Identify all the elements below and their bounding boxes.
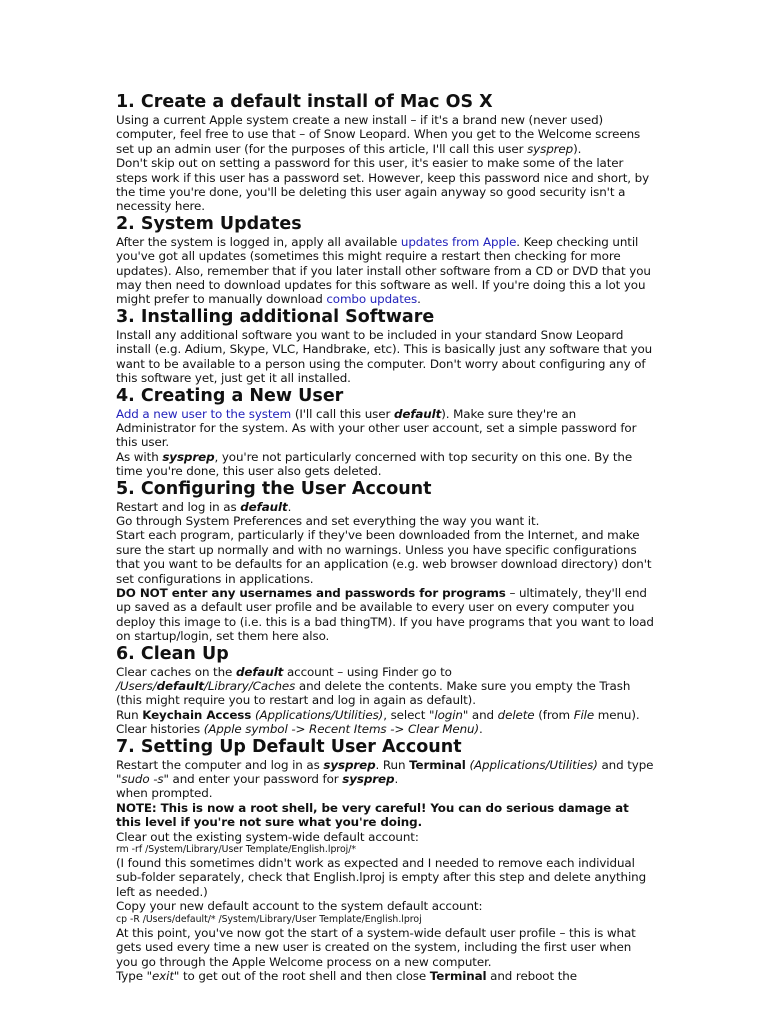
paragraph: Clear out the existing system-wide default account: (116, 829, 419, 844)
paragraph: Go through System Preferences and set everything the way you want it. (116, 513, 540, 528)
heading-creating-new-user: 4. Creating a New User (116, 385, 344, 406)
heading-configuring-user-account: 5. Configuring the User Account (116, 478, 432, 499)
combo-updates-link[interactable]: combo updates (326, 292, 418, 307)
updates-from-apple-link[interactable]: updates from Apple (400, 234, 517, 249)
paragraph: After the system is logged in, apply all available updates from Apple. Keep checking until you've got all updates (sometimes this might require a restart then checking for more updates). Also, remember that if you later install other software from a CD or DVD that you may then need to download updates for this software as well. If you're doing this a lot you might prefer to manually download combo updates. (116, 234, 651, 307)
heading-system-updates: 2. System Updates (116, 213, 302, 234)
paragraph: Restart the computer and log in as sysprep. Run Terminal (Applications/Utilities) and type "sudo -s" and enter your password for sysprep. (116, 757, 654, 787)
heading-create-default-install: 1. Create a default install of Mac OS X (116, 92, 493, 112)
add-new-user-link[interactable]: Add a new user to the system (116, 406, 292, 421)
paragraph: Start each program, particularly if they've been downloaded from the Internet, and make sure the start up normally and with no warnings. Unless you have specific configurations that you want to be defaults for an application (e.g. web browser download directory) don't set configurations in applications. (116, 528, 652, 586)
heading-installing-software: 3. Installing additional Software (116, 306, 435, 327)
article-body (116, 92, 656, 983)
paragraph: Using a current Apple system create a new install – if it's a brand new (never used) computer, feel free to use that – of Snow Leopard. When you get to the Welcome screens set up an admin user (for the purposes of this article, I'll call this user sysprep). (116, 113, 641, 156)
paragraph: As with sysprep, you're not particularly concerned with top security on this one. By the time you're done, this user also gets deleted. (116, 449, 633, 479)
paragraph: when prompted. (116, 786, 213, 801)
paragraph: Restart and log in as default. (116, 499, 292, 514)
command-line: cp -R /Users/default/* /System/Library/User Template/English.lproj (116, 913, 422, 925)
warning-note: NOTE: This is now a root shell, be very careful! You can do serious damage at this level if you're not sure what you're doing. (116, 800, 629, 830)
paragraph: DO NOT enter any usernames and passwords for programs – ultimately, they'll end up saved as a default user profile and be available to every user on every computer you deploy this image to (i.e. this is a bad thingTM). If you have programs that you want to load on startup/login, set them here also. (116, 585, 654, 644)
paragraph: Run Keychain Access (Applications/Utilities), select "login" and delete (from File menu). Clear histories (Apple symbol -> Recent Items -> Clear Menu). (116, 707, 640, 737)
paragraph: Don't skip out on setting a password for this user, it's easier to make some of the later steps work if this user has a password set. However, keep this password nice and short, by the time you're done, you'll be deleting this user again anyway so good security isn't a necessity here. (116, 156, 650, 214)
paragraph: At this point, you've now got the start of a system-wide default user profile – this is what gets used every time a new user is created on the system, including the first user when you go through the Apple Welcome process on a new computer. (116, 925, 636, 969)
paragraph: Copy your new default account to the system default account: (116, 899, 483, 914)
paragraph: (I found this sometimes didn't work as expected and I needed to remove each individual sub-folder separately, check that English.lproj is empty after this step and delete anything left as needed.) (116, 856, 647, 899)
paragraph: Install any additional software you want to be included in your standard Snow Leopard install (e.g. Adium, Skype, VLC, Handbrake, etc). This is basically just any software that you want to be available to a person using the computer. Don't worry about configuring any of this software yet, just get it all installed. (116, 327, 653, 386)
heading-setting-up-default-user: 7. Setting Up Default User Account (116, 736, 462, 757)
paragraph: Clear caches on the default account – using Finder go to /Users/default/Library/Caches and delete the contents. Make sure you empty the Trash (this might require you to restart and log in again as default). (116, 664, 631, 708)
heading-clean-up: 6. Clean Up (116, 643, 229, 664)
paragraph: Add a new user to the system (I'll call this user default). Make sure they're an Administrator for the system. As with your other user account, set a simple password for this user. (116, 406, 637, 450)
paragraph: Type "exit" to get out of the root shell and then close Terminal and reboot the (116, 968, 577, 983)
command-line: rm -rf /System/Library/User Template/English.lproj/* (116, 844, 357, 856)
